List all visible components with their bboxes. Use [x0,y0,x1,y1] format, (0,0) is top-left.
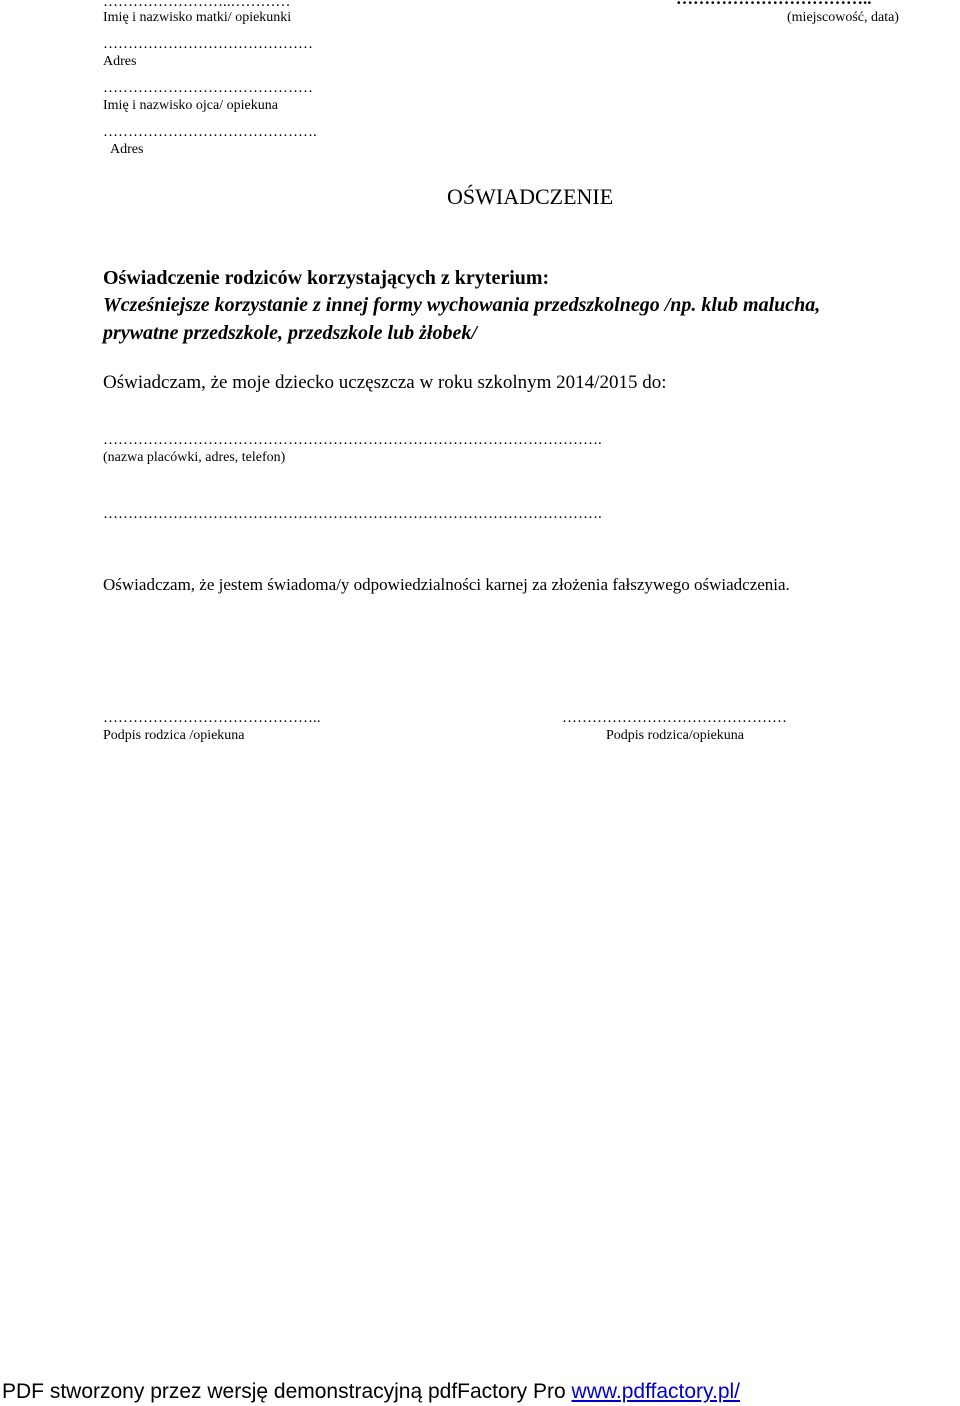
place-date-label: (miejscowość, data) [787,10,899,25]
father-name-dotted-line: …………………………………… [103,80,313,96]
document-title: OŚWIADCZENIE [447,184,614,209]
criterion-description-line-1: Wcześniejsze korzystanie z innej formy wychowania przedszkolnego /np. klub malucha, [103,294,821,316]
footer-link[interactable]: www.pdffactory.pl/ [571,1380,741,1403]
statement-liability: Oświadczam, że jestem świadoma/y odpowiedzialności karnej za złożenia fałszywego oświadczenia. [103,575,790,594]
statement-attendance: Oświadczam, że moje dziecko uczęszcza w roku szkolnym 2014/2015 do: [103,372,667,393]
pdffactory-footer [2,1380,740,1404]
facility-dotted-line-1: ………………………………………………………………………………………. [103,432,602,448]
facility-dotted-line-2: ………………………………………………………………………………………. [103,506,602,522]
father-name-label: Imię i nazwisko ojca/ opiekuna [103,98,278,113]
address-2-label: Adres [110,142,144,157]
mother-name-label: Imię i nazwisko matki/ opiekunki [103,10,292,25]
mother-name-dotted-line: ……………………..………… [103,0,291,10]
signature-left-label: Podpis rodzica /opiekuna [103,728,245,743]
address-1-dotted-line: …………………………………… [103,36,313,52]
criterion-heading: Oświadczenie rodziców korzystających z kryterium: [103,267,550,289]
address-2-dotted-line: ……………………………………. [103,124,317,140]
address-1-label: Adres [103,54,137,69]
criterion-description-line-2: prywatne przedszkole, przedszkole lub żłobek/ [103,322,477,344]
signature-right-label: Podpis rodzica/opiekuna [606,728,745,743]
footer-text: PDF stworzony przez wersję demonstracyjną pdfFactory Pro [2,1380,572,1403]
signature-right-dotted-line: ……………………………………… [562,710,787,726]
facility-label: (nazwa placówki, adres, telefon) [103,450,286,465]
place-date-dotted-line [676,0,872,8]
signature-left-dotted-line: …………………………………….. [103,710,321,726]
